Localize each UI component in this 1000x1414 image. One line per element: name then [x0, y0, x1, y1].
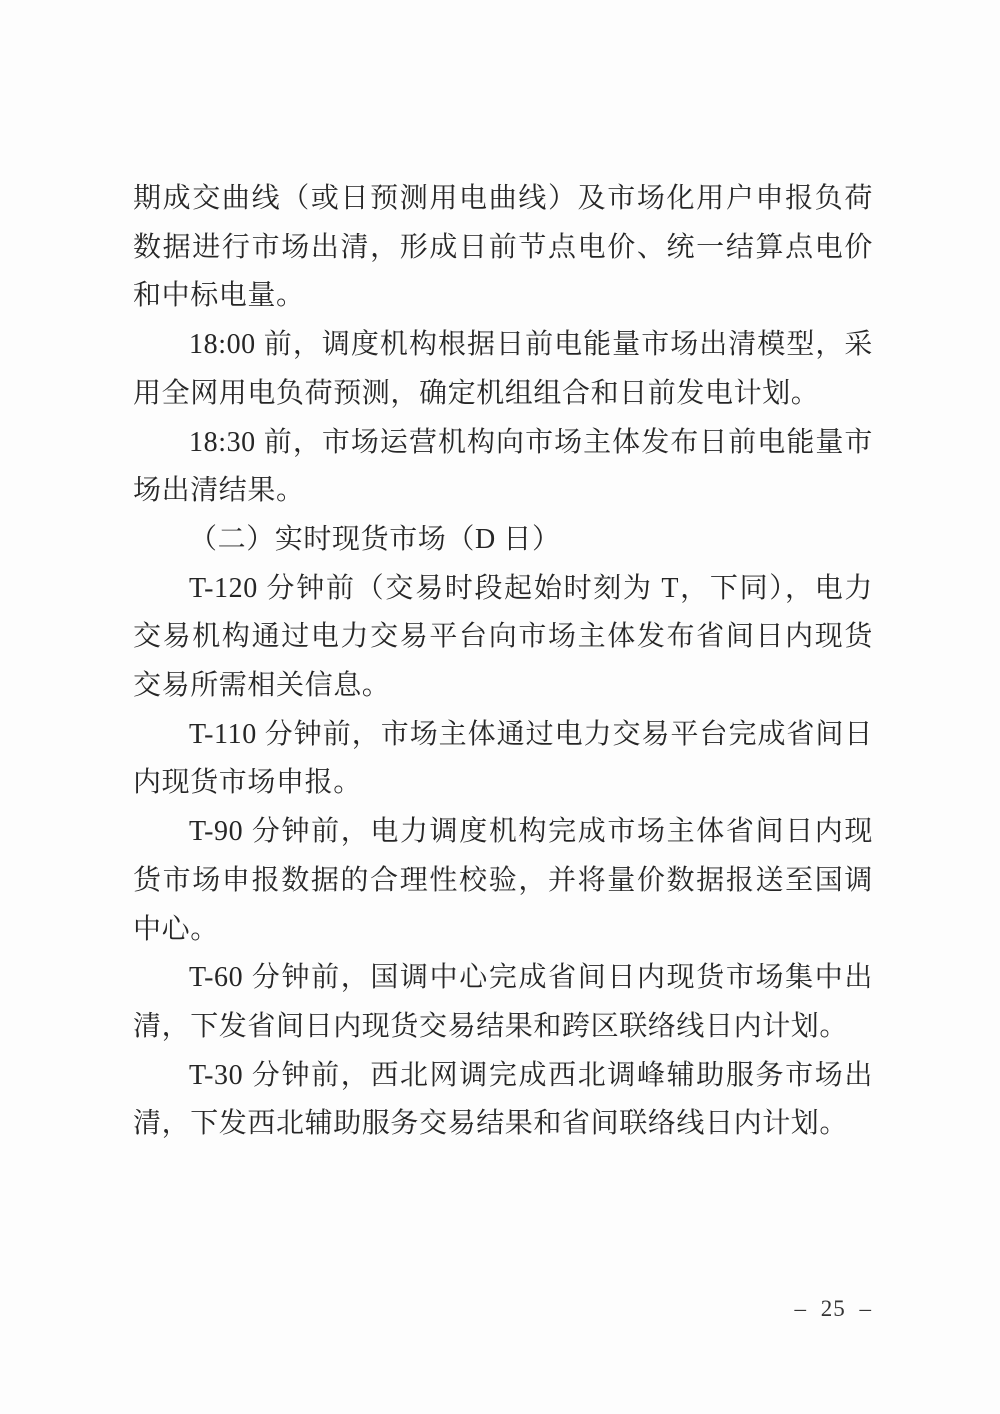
page-body-text [133, 175, 873, 1149]
paragraph-t30-rule: T-30 分钟前，西北网调完成西北调峰辅助服务市场出清，下发西北辅助服务交易结果和省间联络线日内计划。 [133, 1059, 873, 1140]
paragraph-t60-rule: T-60 分钟前，国调中心完成省间日内现货市场集中出清，下发省间日内现货交易结果和跨区联络线日内计划。 [133, 962, 873, 1042]
paragraph-continuation: 期成交曲线（或日预测用电曲线）及市场化用户申报负荷数据进行市场出清，形成日前节点电价、统一结算点电价和中标电量。 [133, 183, 873, 312]
page-number: – 25 – [794, 1296, 872, 1321]
paragraph-1830-rule: 18:30 前，市场运营机构向市场主体发布日前电能量市场出清结果。 [133, 426, 873, 507]
paragraph-1800-rule: 18:00 前，调度机构根据日前电能量市场出清模型，采用全网用电负荷预测，确定机组组合和日前发电计划。 [133, 329, 873, 409]
paragraph-t120-rule: T-120 分钟前（交易时段起始时刻为 T，下同），电力交易机构通过电力交易平台向市场主体发布省间日内现货交易所需相关信息。 [133, 572, 873, 702]
section-heading-realtime-spot-market: （二）实时现货市场（D 日） [189, 523, 561, 555]
paragraph-t90-rule: T-90 分钟前，电力调度机构完成市场主体省间日内现货市场申报数据的合理性校验，并将量价数据报送至国调中心。 [133, 816, 873, 945]
paragraph-t110-rule: T-110 分钟前，市场主体通过电力交易平台完成省间日内现货市场申报。 [133, 718, 873, 799]
